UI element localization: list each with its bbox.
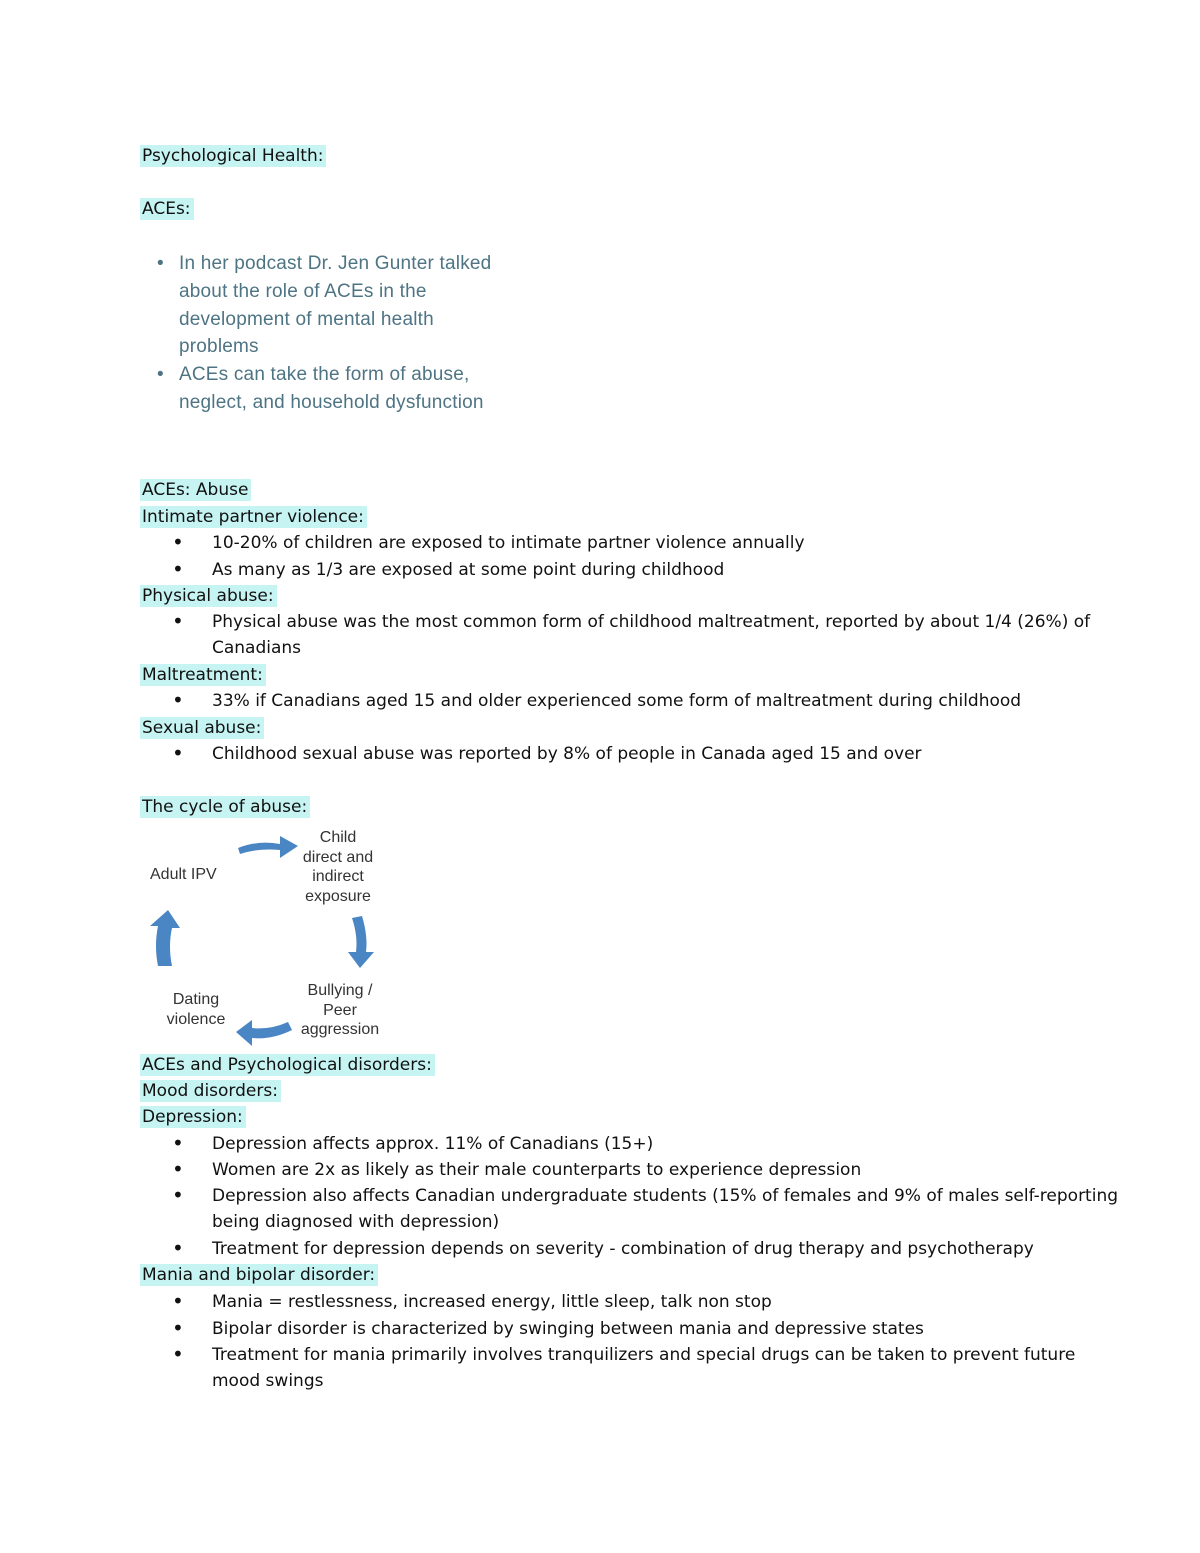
list-item-text: Depression also affects Canadian undergraduate students (15% of females and 9% of males self-reporting being diagnosed with depression): [212, 1186, 1119, 1232]
cycle-diagram: [140, 818, 395, 1048]
mania-label-text: Mania and bipolar disorder:: [140, 1264, 378, 1286]
list-item-text: Depression affects approx. 11% of Canadians (15+): [212, 1134, 654, 1154]
bullet-icon: •: [172, 1342, 184, 1366]
arrow-right-icon: [238, 836, 298, 858]
mood-heading: [140, 1079, 281, 1103]
bullet-icon: •: [172, 1236, 184, 1260]
bullet-icon: •: [172, 609, 184, 633]
maltreatment-label: [140, 663, 266, 687]
list-item-text: Bipolar disorder is characterized by swinging between mania and depressive states: [212, 1319, 924, 1339]
bullet-icon: •: [172, 557, 184, 581]
depression-label-text: Depression:: [140, 1106, 246, 1128]
disorders-heading: [140, 1053, 435, 1077]
sexual-label-text: Sexual abuse:: [140, 717, 264, 739]
node-adult-ipv: Adult IPV: [150, 866, 217, 883]
node-line: Peer: [323, 1001, 357, 1019]
list-item-text: Treatment for mania primarily involves tranquilizers and special drugs can be taken to prevent future mood swings: [212, 1345, 1076, 1391]
title-text: Psychological Health:: [140, 145, 326, 167]
list-item-text: Mania = restlessness, increased energy, little sleep, talk non stop: [212, 1292, 772, 1312]
bullet-icon: •: [172, 741, 184, 765]
cycle-heading: [140, 795, 310, 819]
ipv-label-text: Intimate partner violence:: [140, 506, 367, 528]
list-item-text: Women are 2x as likely as their male counterparts to experience depression: [212, 1160, 862, 1180]
abuse-heading: [140, 478, 251, 502]
bullet-icon: •: [157, 364, 164, 386]
depression-label: [140, 1105, 246, 1129]
bullet-icon: •: [172, 1289, 184, 1313]
slide-bullet-text: ACEs can take the form of abuse, neglect, and household dysfunction: [179, 364, 484, 413]
list-item-text: As many as 1/3 are exposed at some point during childhood: [212, 560, 725, 580]
node-line: direct and: [302, 848, 374, 866]
ipv-label: [140, 505, 367, 529]
arrow-left-icon: [236, 1020, 292, 1046]
bullet-icon: •: [172, 1316, 184, 1340]
bullet-icon: •: [172, 688, 184, 712]
node-line: indirect: [312, 868, 364, 885]
physical-label: [140, 584, 277, 608]
list-item-text: Childhood sexual abuse was reported by 8% of people in Canada aged 15 and over: [212, 744, 922, 764]
maltreatment-label-text: Maltreatment:: [140, 664, 266, 686]
node-line: violence: [166, 1010, 226, 1028]
bullet-icon: •: [172, 1131, 184, 1155]
arrow-up-icon: [150, 910, 180, 966]
slide-excerpt: [155, 250, 505, 417]
bullet-icon: •: [172, 1157, 184, 1181]
cycle-arrows: [140, 818, 395, 1048]
slide-bullet: [155, 250, 505, 361]
node-line: Bullying /: [307, 982, 373, 999]
slide-bullet-text: In her podcast Dr. Jen Gunter talked about the role of ACEs in the development of mental health problems: [179, 253, 492, 358]
abuse-heading-text: ACEs: Abuse: [140, 479, 251, 501]
bullet-icon: •: [172, 530, 184, 554]
sexual-label: [140, 716, 264, 740]
bullet-icon: •: [157, 253, 164, 274]
mania-label: [140, 1263, 378, 1287]
node-line: aggression: [300, 1021, 380, 1038]
list-item-text: 33% if Canadians aged 15 and older experienced some form of maltreatment during childhood: [212, 691, 1022, 711]
cycle-heading-text: The cycle of abuse:: [140, 796, 310, 818]
list-item-text: Treatment for depression depends on severity - combination of drug therapy and psychotherapy: [212, 1239, 1034, 1259]
aces-heading-text: ACEs:: [140, 198, 194, 220]
slide-bullet: [155, 361, 505, 417]
node-line: Dating: [172, 991, 220, 1008]
node-line: Child: [319, 829, 357, 846]
disorders-heading-text: ACEs and Psychological disorders:: [140, 1054, 435, 1076]
node-line: exposure: [305, 887, 371, 905]
arrow-down-icon: [348, 916, 374, 968]
bullet-icon: •: [172, 1183, 184, 1207]
mood-heading-text: Mood disorders:: [140, 1080, 281, 1102]
aces-heading: [140, 197, 194, 221]
list-item-text: Physical abuse was the most common form of childhood maltreatment, reported by about 1/4 (26%) of Canadians: [212, 612, 1091, 658]
list-item-text: 10-20% of children are exposed to intimate partner violence annually: [212, 533, 805, 553]
physical-label-text: Physical abuse:: [140, 585, 277, 607]
page-title: [140, 144, 326, 168]
